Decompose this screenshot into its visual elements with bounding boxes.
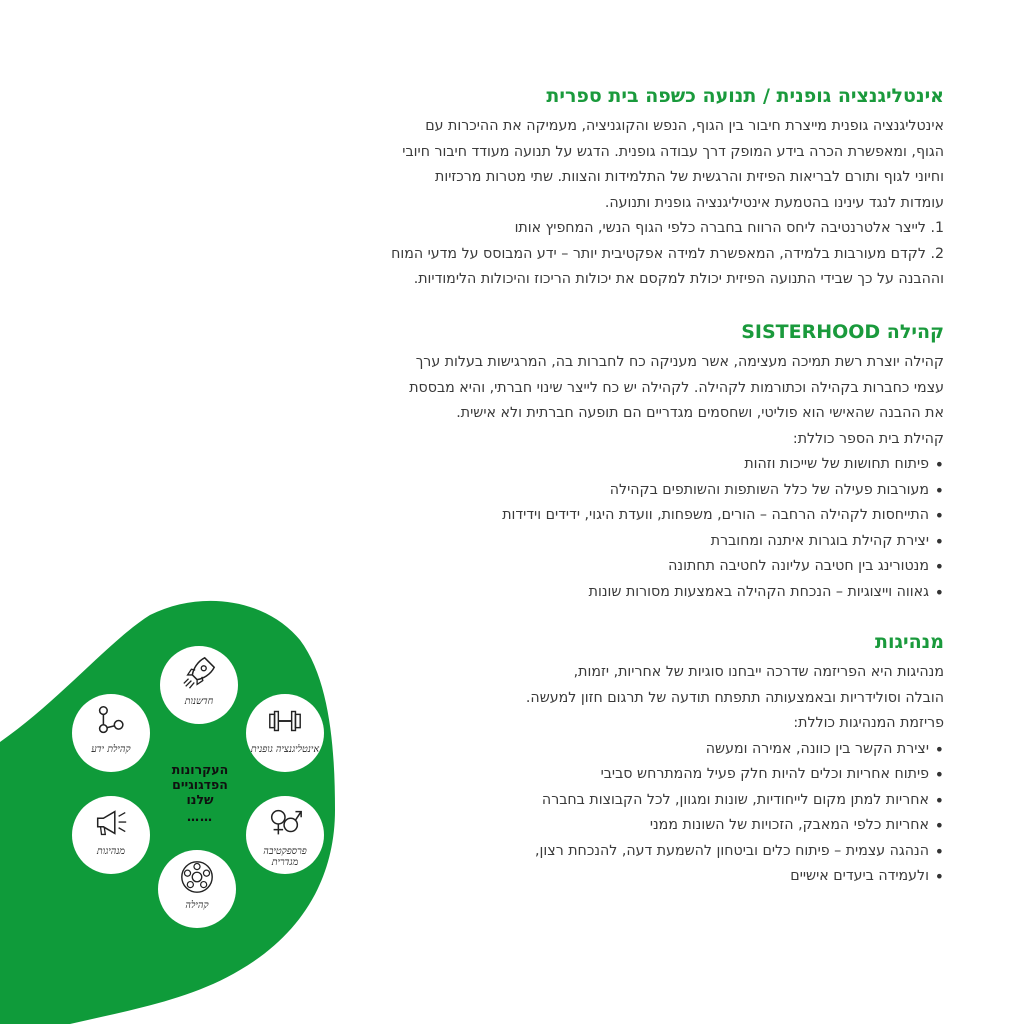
paragraph-line: וההבנה על כך שבידי התנועה הפיזית יכולת למקסם את יכולות הריכוז והיכולות הלימודיות.: [413, 271, 944, 287]
center-line: הפדגוגיים: [172, 777, 228, 792]
paragraph-line: קהילה יוצרת רשת תמיכה מעצימה, אשר מעניקה כח לחברות בה, המרגישות בעלות ערך: [415, 354, 944, 370]
list-item: • התייחסות לקהילה הרחבה – הורים, משפחות, וועדת היגוי, ידידים וידידות: [324, 503, 944, 529]
paragraph-line: מנהיגות היא הפריזמה שדרכה ייבחנו סוגיות של אחריות, יזמות,: [573, 664, 944, 680]
section-title-leadership: מנהיגות: [875, 631, 944, 653]
principle-innovation: [160, 646, 238, 724]
paragraph-line: הובלה וסולידריות ובאמצעותה תתפתח תודעה של תרגום חזון למעשה.: [525, 689, 944, 706]
principle-label: קהילת ידע: [91, 744, 131, 755]
paragraph-line: פריזמת המנהיגות כוללת:: [793, 715, 944, 731]
dumbbell-icon: [266, 702, 304, 740]
sisterhood-bullet-list: [324, 452, 944, 605]
paragraph-line: עצמי כחברות בקהילה וכתורמות לקהילה. לקהילה יש כח לייצר שינוי חברתי, והיא מבססת: [409, 379, 944, 396]
list-item: • מנטורינג בין חטיבה עליונה לחטיבה תחתונה: [324, 554, 944, 580]
principle-community: [158, 850, 236, 928]
section-sisterhood: [324, 320, 944, 605]
paragraph-line: הגוף, ומאפשרת הכרה בידע המופק דרך עבודה גופנית. הדגש על תנועה מעודד חיבור חיובי: [402, 143, 944, 160]
section-leadership: [324, 630, 944, 890]
list-item: • מעורבות פעילה של כלל השותפות והשותפים בקהילה: [324, 478, 944, 504]
community-circle-icon: [178, 858, 216, 896]
center-dots: ……: [187, 810, 213, 824]
list-item: • פיתוח תחושות של שייכות וזהות: [324, 452, 944, 478]
principle-knowledge-community: [72, 694, 150, 772]
diagram-center-title: [160, 762, 240, 807]
megaphone-icon: [92, 804, 130, 842]
paragraph-line: אינטליגנציה גופנית מייצרת חיבור בין הגוף, הנפש והקוגניציה, מעמיקה את ההיכרות עם: [425, 118, 944, 134]
section-title-sisterhood: קהילה SISTERHOOD: [741, 321, 944, 343]
molecule-icon: [92, 702, 130, 740]
list-item: • יצירת קהילת בוגרות איתנה ומחוברת: [324, 529, 944, 555]
gender-symbols-icon: [266, 804, 304, 842]
center-line: העקרונות: [171, 762, 229, 777]
principle-label: פרספקטיבה מגדרית: [263, 846, 307, 868]
list-item: • יצירת הקשר בין כוונה, אמירה ומעשה: [324, 737, 944, 763]
leadership-bullet-list: [324, 737, 944, 890]
paragraph-line: קהילת בית הספר כוללת:: [792, 430, 944, 447]
principle-gender-perspective: [246, 796, 324, 874]
paragraph-line: 1. לייצר אלטרנטיבה ליחס הרווח בחברה כלפי הגוף הנשי, המחפיץ אותו: [514, 220, 944, 236]
section-title-body-intelligence: אינטליגנציה גופנית / תנועה כשפה בית ספרית: [546, 85, 944, 107]
list-item: • אחריות כלפי המאבק, הזכויות של השונות ממני: [324, 813, 944, 839]
principle-label: אינטליגנציה גופנית: [250, 744, 320, 755]
list-item: • אחריות למתן מקום לייחודיות, שונות ומגוון, לכל הקבוצות בחברה: [324, 788, 944, 814]
center-line: שלנו: [186, 792, 214, 807]
list-item: • ולעמידה ביעדים אישיים: [324, 864, 944, 890]
paragraph-line: 2. לקדם מעורבות בלמידה, המאפשרת למידה אפקטיבית יותר – ידע המבוסס על מדעי המוח: [391, 245, 944, 262]
paragraph-line: וחיוני לגוף ותורם לבריאות הפיזית והרגשית של התלמידות והצוות. שתי מטרות מרכזיות: [435, 169, 944, 185]
principle-label: חדשנות: [184, 696, 214, 707]
paragraph-line: את ההבנה שהאישי הוא פוליטי, ושחסמים מגדריים הם תופעה חברתית ולא אישית.: [456, 405, 944, 421]
principle-leadership: [72, 796, 150, 874]
list-item: • פיתוח אחריות וכלים להיות חלק פעיל מהמתרחש סביבי: [324, 762, 944, 788]
principle-body-intelligence: [246, 694, 324, 772]
rocket-icon: [180, 654, 218, 692]
list-item: • הנהגה עצמית – פיתוח כלים וביטחון להשמעת דעה, להנכחת רצון,: [324, 839, 944, 865]
principle-label: מנהיגות: [96, 846, 126, 857]
section-body-intelligence: [324, 84, 944, 293]
paragraph-line: עומדות לנגד עינינו בהטמעת אינטיליגנציה גופנית ותנועה.: [604, 194, 944, 211]
list-item: • גאווה וייצוגיות – הנכחת הקהילה באמצעות מסורות שונות: [324, 580, 944, 606]
principle-label: קהילה: [185, 900, 209, 911]
